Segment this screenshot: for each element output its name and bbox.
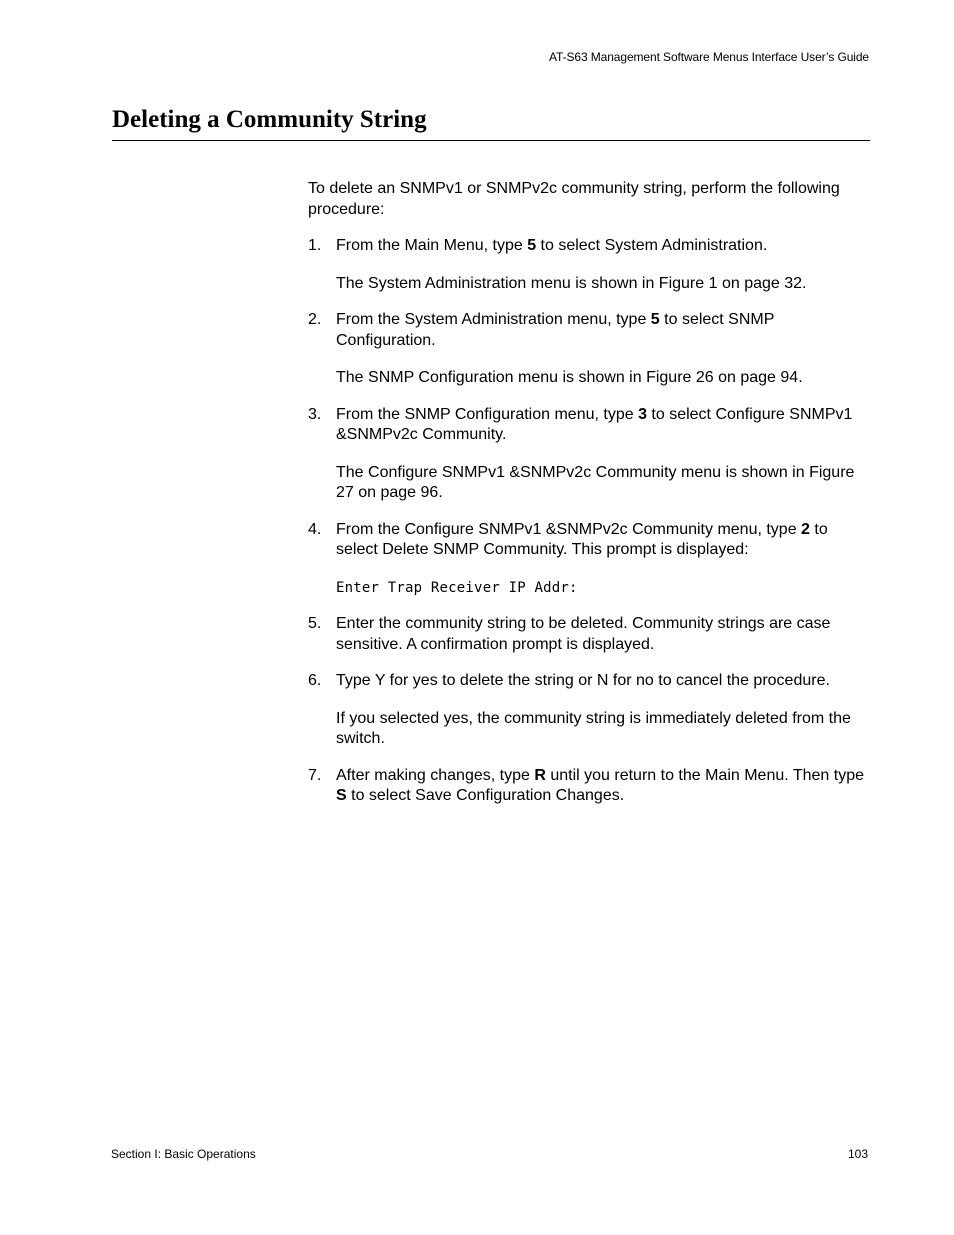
step-note: The Configure SNMPv1 &SNMPv2c Community menu is shown in Figure 27 on page 96. xyxy=(336,463,855,501)
step-text: From the Configure SNMPv1 &SNMPv2c Community menu, type 2 to select Delete SNMP Community. This prompt is displayed: xyxy=(336,520,828,558)
step-text: After making changes, type R until you return to the Main Menu. Then type S to select Save Configuration Changes. xyxy=(336,766,864,804)
page-number: 103 xyxy=(847,1147,868,1161)
footer-section: Section I: Basic Operations xyxy=(111,1147,256,1161)
procedure-steps xyxy=(308,236,872,807)
step-number: 4. xyxy=(308,520,322,538)
prompt-code: Enter Trap Receiver IP Addr: xyxy=(336,579,578,596)
step-3 xyxy=(308,405,872,504)
step-number: 7. xyxy=(308,766,322,784)
step-2 xyxy=(308,310,872,389)
step-note: The System Administration menu is shown in Figure 1 on page 32. xyxy=(336,274,807,292)
step-text: From the SNMP Configuration menu, type 3 to select Configure SNMPv1 &SNMPv2c Community. xyxy=(336,405,853,443)
step-4 xyxy=(308,520,872,599)
step-number: 5. xyxy=(308,615,322,632)
step-number: 2. xyxy=(308,311,322,328)
step-text: From the System Administration menu, type 5 to select SNMP Configuration. xyxy=(336,311,775,349)
step-1 xyxy=(308,236,872,294)
procedure-body xyxy=(308,179,872,823)
step-text: From the Main Menu, type 5 to select System Administration. xyxy=(336,237,768,254)
running-header: AT-S63 Management Software Menus Interface User’s Guide xyxy=(549,50,869,64)
title-rule xyxy=(112,140,870,141)
step-text: Enter the community string to be deleted. Community strings are case sensitive. A confirmation prompt is displayed. xyxy=(336,615,831,653)
section-title: Deleting a Community String xyxy=(112,106,427,133)
intro-paragraph: To delete an SNMPv1 or SNMPv2c community string, perform the following procedure: xyxy=(308,180,840,218)
step-7 xyxy=(308,766,872,807)
step-number: 1. xyxy=(308,237,322,254)
step-number: 3. xyxy=(308,405,322,423)
step-number: 6. xyxy=(308,672,322,689)
step-5 xyxy=(308,614,872,655)
step-6 xyxy=(308,671,872,750)
step-text: Type Y for yes to delete the string or N for no to cancel the procedure. xyxy=(336,672,830,689)
step-note: The SNMP Configuration menu is shown in Figure 26 on page 94. xyxy=(336,369,803,386)
step-note: If you selected yes, the community string is immediately deleted from the switch. xyxy=(336,709,851,747)
